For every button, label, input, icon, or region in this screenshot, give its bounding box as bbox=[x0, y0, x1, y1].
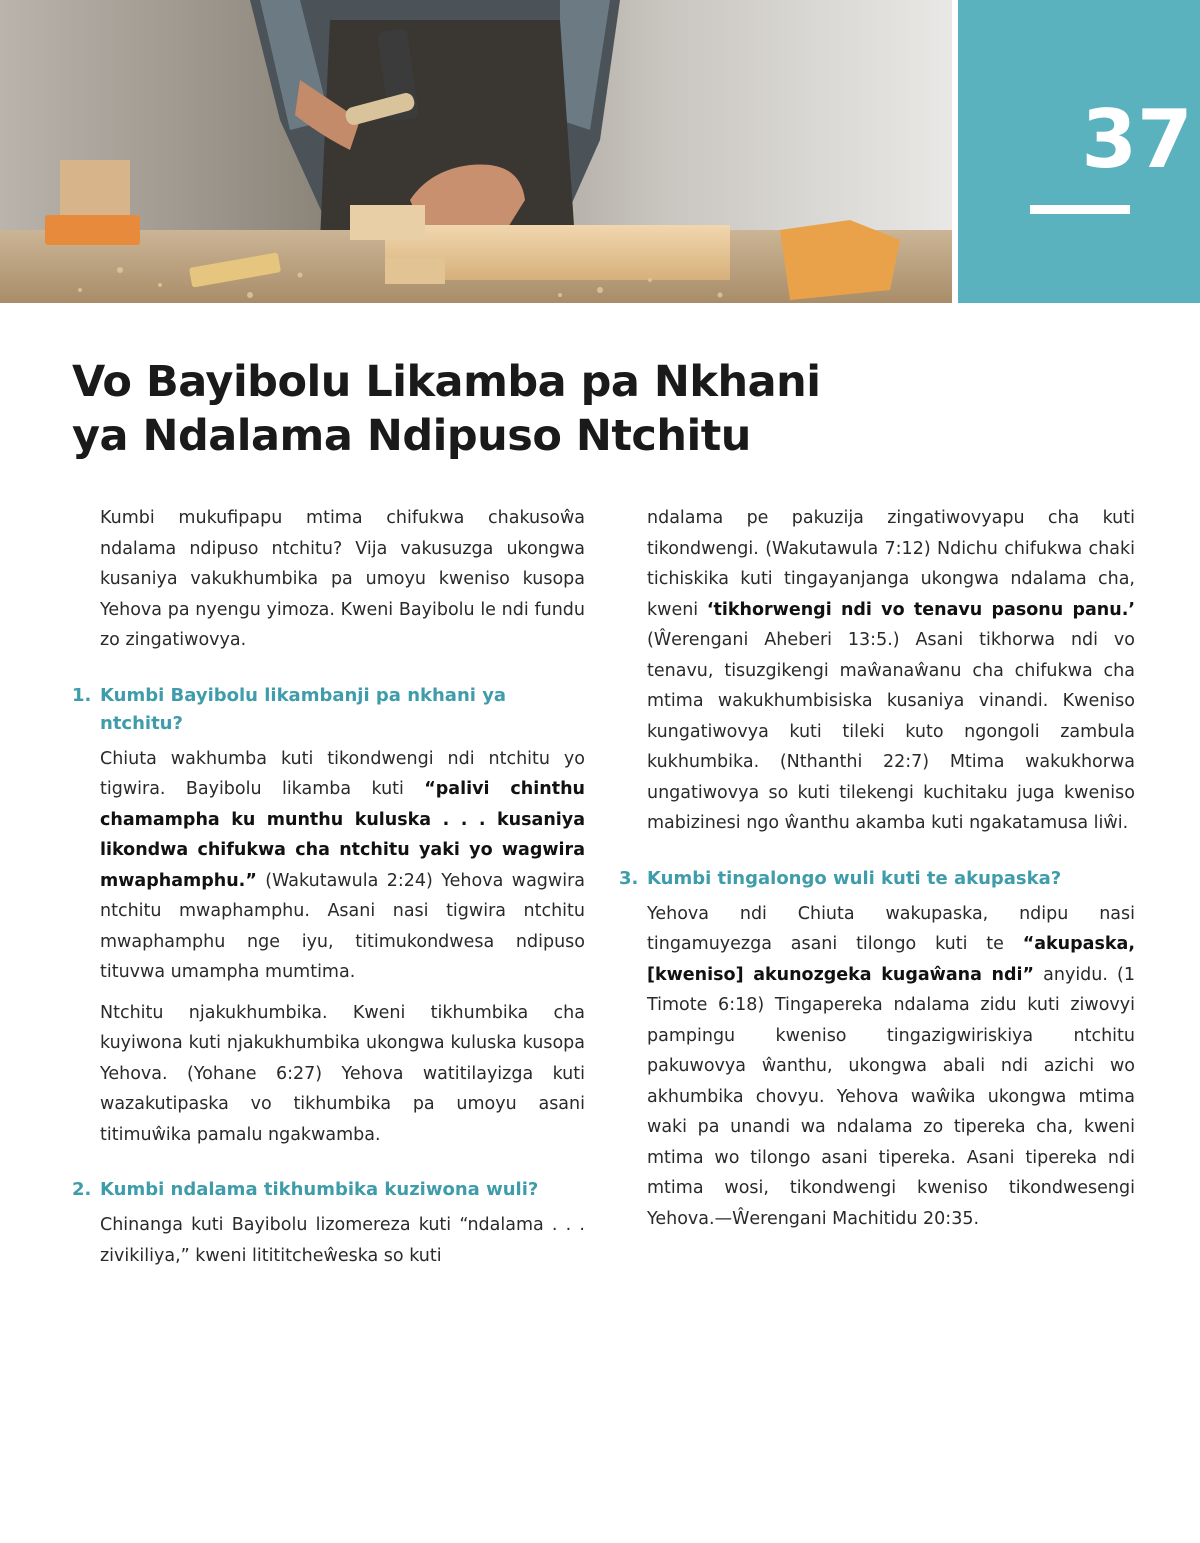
question-3-text: Kumbi tingalongo wuli kuti te akupaska? bbox=[647, 867, 1062, 889]
section-3-text-c: anyidu. (1 Timote 6:18) Tingapereka ndalama zidu kuti ziwovyi pampingu kweniso tingazigwiriskiya ntchitu pakuwovya ŵanthu, ukongwa abali ndi azichi wo akhumbika chovyu. Yehova waŵika ukongwa mtima waki pa unandi wa ndalama zo tipereka cha, kweni mtima wo tilongo asani tipereka. Asani tipereka ndi mtima wosi, tikondwengi kweniso tikondwesengi Yehova.—Ŵerengani Machitidu 20:35. bbox=[647, 964, 1136, 1229]
section-1-paragraph-1 bbox=[100, 744, 585, 988]
question-1-number: 1. bbox=[72, 684, 92, 706]
section-2-paragraph-1-continued bbox=[647, 503, 1135, 839]
title-line-2: ya Ndalama Ndipuso Ntchitu bbox=[72, 411, 751, 461]
hero-photo bbox=[0, 0, 952, 303]
question-2-text: Kumbi ndalama tikhumbika kuziwona wuli? bbox=[100, 1179, 539, 1200]
section-2-quote: ‘tikhorwengi ndi vo tenavu pasonu panu.’ bbox=[706, 599, 1135, 620]
left-column bbox=[72, 503, 585, 1281]
right-column bbox=[619, 503, 1136, 1244]
section-1-quote: “palivi chinthu chamampha ku munthu kuluska . . . kusaniya likondwa chifukwa cha ntchitu yaki yo wagwira mwaphamphu.” bbox=[100, 779, 585, 891]
question-2-heading bbox=[72, 1176, 585, 1204]
question-2-number: 2. bbox=[72, 1179, 92, 1200]
question-3-number: 3. bbox=[619, 867, 639, 889]
question-3-heading bbox=[619, 865, 1135, 893]
section-1-text-a: Chiuta wakhumba kuti tikondwengi ndi ntchitu yo tigwira. Bayibolu likamba kuti bbox=[100, 748, 585, 799]
question-1-heading bbox=[72, 682, 585, 738]
chapter-badge bbox=[958, 0, 1200, 303]
section-1-text-c: (Wakutawula 2:24) Yehova wagwira ntchitu mwaphamphu. Asani nasi tigwira ntchitu mwaphamphu nge iyu, titimukondwesa ndipuso tituvwa umampha mumtima. bbox=[100, 870, 585, 982]
section-2-paragraph-1-start: Chinanga kuti Bayibolu lizomereza kuti “ndalama . . . zivikiliya,” kweni litititcheŵeska so kuti bbox=[100, 1215, 585, 1266]
carpenter-hammer-image bbox=[0, 0, 952, 303]
section-2-text-rest: (Ŵerengani Aheberi 13:5.) Asani tikhorwa ndi vo tenavu, tisuzgikengi maŵanaŵanu cha chifukwa cha mtima wakukhumbisiska kusaniya vinandi. Kweniso kungatiwovya kuti tileki kuto ngongoli zambula kukhumbika. (Nthanthi 22:7) Mtima wakukhorwa ungatiwovya so kuti tilekengi kuchitaku juga kweniso mabizinesi ngo ŵanthu akamba kuti ngakatamusa liŵi. bbox=[647, 630, 1135, 833]
section-3-quote: “akupaska, [kweniso] akunozgeka kugaŵana ndi” bbox=[647, 934, 1135, 985]
intro-paragraph: Kumbi mukufipapu mtima chifukwa chakusoŵa ndalama ndipuso ntchitu? Vija vakusuzga ukongwa kusaniya vakukhumbika pa umoyu kweniso kusopa Yehova pa nyengu yimoza. Kweni Bayibolu le ndi fundu zo zingatiwovya. bbox=[100, 508, 585, 650]
chapter-underline bbox=[1030, 205, 1130, 214]
section-2-text-cont: ndalama pe pakuzija zingatiwovyapu cha kuti tikondwengi. (Wakutawula 7:12) Ndichu chifukwa chaki tichiskika kuti tingayanjanga ukongwa ndalama cha, kweni bbox=[647, 508, 1135, 620]
section-3-text-a: Yehova ndi Chiuta wakupaska, ndipu nasi tingamuyezga asani tilongo kuti te bbox=[647, 903, 1135, 954]
title-line-1: Vo Bayibolu Likamba pa Nkhani bbox=[72, 357, 821, 407]
section-3-paragraph-1 bbox=[647, 899, 1135, 1235]
chapter-number: 37 bbox=[1081, 93, 1193, 186]
question-1-text: Kumbi Bayibolu likambanji pa nkhani ya ntchitu? bbox=[100, 684, 507, 734]
section-1-paragraph-2: Ntchitu njakukhumbika. Kweni tikhumbika cha kuyiwona kuti njakukhumbika ukongwa kuluska kusopa Yehova. (Yohane 6:27) Yehova watitilayizga kuti wazakutipaska vo tikhumbika pa umoyu asani titimuŵika pamalu ngakwamba. bbox=[100, 1002, 585, 1145]
page-title bbox=[72, 355, 972, 463]
